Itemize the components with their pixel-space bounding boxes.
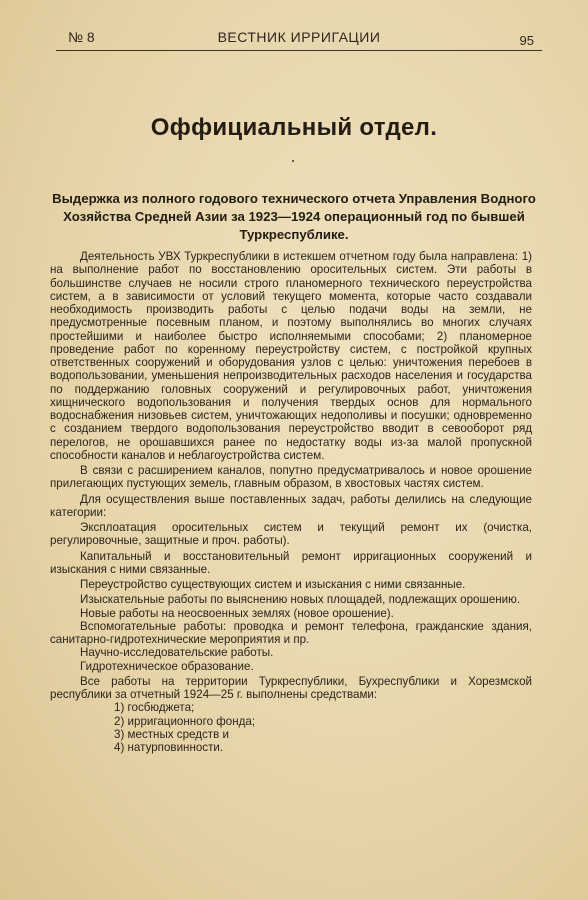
category-item: Переустройство существующих систем и изыскания с ними связанные.: [80, 578, 466, 591]
paragraph: В связи с расширением каналов, попутно предусматривалось и новое орошение прилегающих пустующих земель, главным образом, в хвостовых частях систем.: [50, 464, 532, 491]
category-item: Изыскательные работы по выяснению новых площадей, подлежащих орошению.: [80, 593, 521, 607]
category-item: Вспомогательные работы: проводка и ремонт телефона, гражданские здания, санитарно-гидротехнические мероприятия и пр.: [50, 619, 532, 646]
list-item: 2) ирригационного фонда;: [114, 714, 256, 728]
category-item: Научно-исследовательские работы.: [80, 646, 274, 660]
category-item: Гидротехническое образование.: [80, 659, 254, 673]
paragraph: Все работы на территории Туркреспублики, Бухреспублики и Хорезмской республики за отчетный 1924—25 г. выполнены средствами:: [50, 674, 532, 701]
running-header: [56, 26, 542, 51]
issue-number: № 8: [68, 29, 95, 45]
list-item: 1) госбюджета;: [114, 701, 195, 715]
section-title: Оффициальный отдел.: [150, 114, 438, 141]
category-item: Капитальный и восстановительный ремонт ирригационных сооружений и изыскания с ними связанные.: [50, 549, 532, 576]
journal-title: ВЕСТНИК ИРРИГАЦИИ: [217, 29, 381, 45]
funding-list: [50, 701, 532, 754]
category-item: Эксплоатация оросительных систем и текущий ремонт их (очистка, регулировочные, защитные и проч. работы).: [50, 521, 532, 548]
article-subtitle: Выдержка из полного годового технического отчета Управления Водного Хозяйства Средней Азии за 1923—1924 операционный год по бывшей Туркреспублике.: [52, 191, 536, 242]
paragraph: Для осуществления выше поставленных задач, работы делились на следующие категории:: [50, 492, 532, 519]
paragraph: Деятельность УВХ Туркреспублики в истекшем отчетном году была направлена: 1) на выполнение работ по восстановлению оросительных систем. Эти работы в большинстве случаев не носили строго планомерного технического переустройства систем, а в зависимости от условий текущего момента, которые часто создавали необходимость производить работы с целью подачи воды на земли, не предусмотренные посевным планом, и поэтому выполнялись во многих случаях простейшими и наиболее быстро исполняемыми способами; 2) планомерное проведение работ по коренному переустройству систем, с постройкой крупных ответственных сооружений и оборудования узлов с целью: уничтожения перебоев в водопользовании, уменьшения непроизводительных расходов населения и государства по поддержанию головных сооружений и регулировочных работ, уничтожения хищнического водопользования и получения твердых основ для нормального водоснабжения низовьев систем, уничтожающих недополивы и посушки; одновременно с созданием твердого водопользования переустройство вводит в севооборот ряд перелогов, не орошавшихся ранее по недостатку воды из-за малой пропускной способности каналов и неблагоустройства систем.: [50, 250, 532, 462]
category-item: Новые работы на неосвоенных землях (новое орошение).: [80, 606, 394, 620]
ornament-dot: [292, 160, 294, 162]
list-item: 4) натурповинности.: [114, 741, 224, 754]
article-body: [50, 250, 532, 754]
list-item: 3) местных средств и: [114, 727, 229, 741]
page-number: 95: [519, 33, 534, 48]
